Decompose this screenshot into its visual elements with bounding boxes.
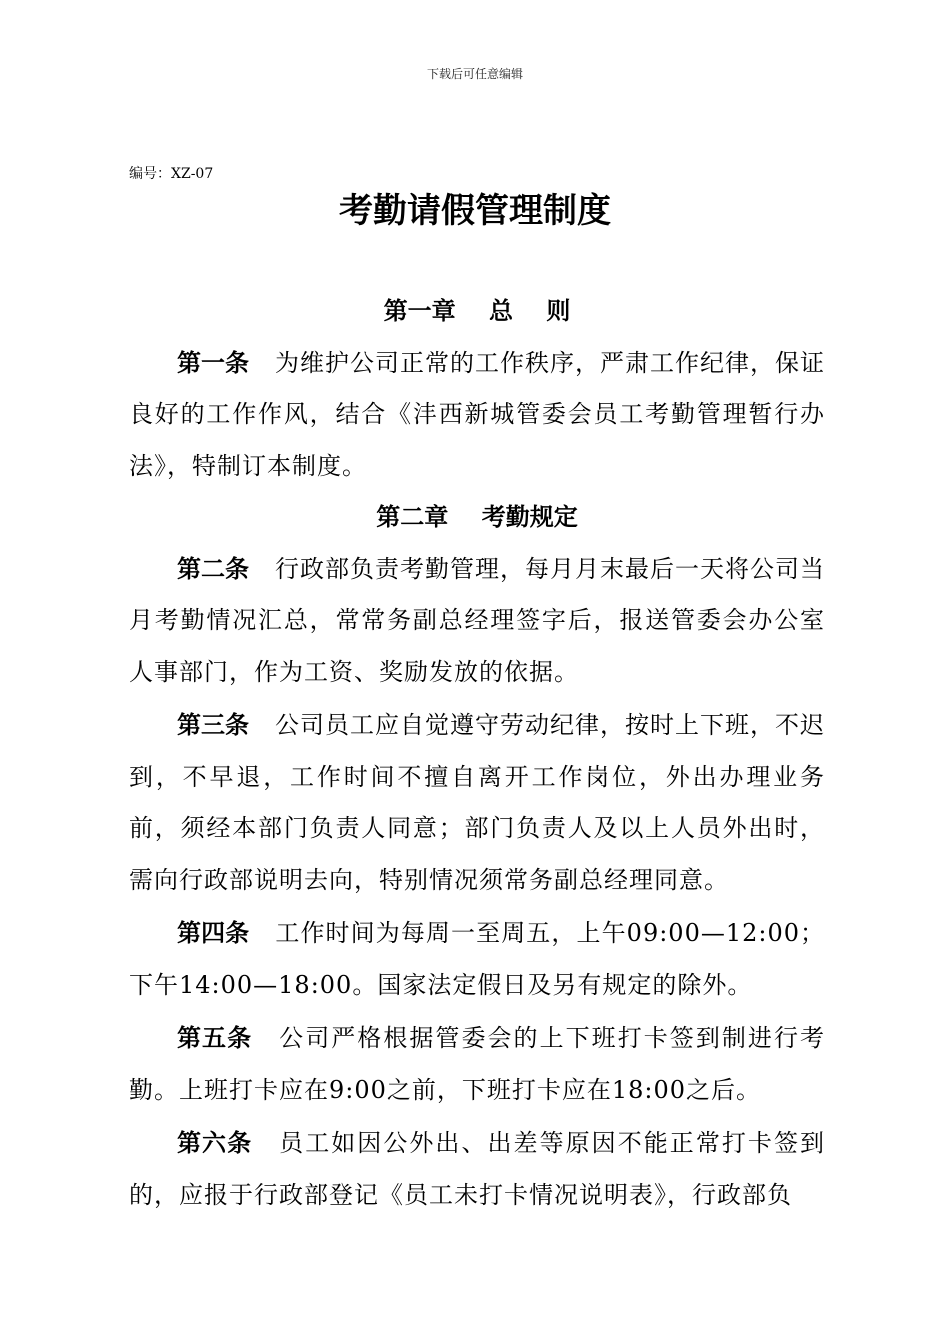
- article-1: [129, 338, 825, 493]
- article-label: 第一条: [177, 348, 249, 377]
- article-label: 第三条: [177, 711, 249, 739]
- article-label: 第六条: [177, 1129, 253, 1157]
- chapter-heading-2: 第二章 考勤规定: [376, 503, 578, 531]
- article-3: [129, 700, 825, 906]
- document-body: [129, 286, 825, 1221]
- article-6: [129, 1118, 825, 1221]
- article-text: 为维护公司正常的工作秩序，严肃工作纪律，保证良好的工作作风，结合《沣西新城管委会员工考勤管理暂行办法》，特制订本制度。: [129, 348, 825, 480]
- document-title: 考勤请假管理制度: [339, 191, 611, 231]
- document-number: 编号：XZ-07: [129, 166, 214, 182]
- header-note: 下载后可任意编辑: [426, 67, 523, 81]
- article-2: [129, 544, 825, 699]
- article-text: 员工如因公外出、出差等原因不能正常打卡签到的，应报于行政部登记《员工未打卡情况说明表》，行政部负: [129, 1129, 825, 1209]
- chapter-heading-1: 第一章 总 则: [383, 297, 571, 325]
- article-label: 第二条: [177, 554, 249, 583]
- article-label: 第五条: [177, 1024, 253, 1052]
- article-label: 第四条: [177, 919, 250, 947]
- article-text: 公司严格根据管委会的上下班打卡签到制进行考勤。上班打卡应在9:00之前，下班打卡应在18:00之后。: [129, 1024, 825, 1104]
- article-text: 行政部负责考勤管理，每月月末最后一天将公司当月考勤情况汇总，常常务副总经理签字后，报送管委会办公室人事部门，作为工资、奖励发放的依据。: [129, 554, 825, 686]
- article-text: 公司员工应自觉遵守劳动纪律，按时上下班，不迟到，不早退，工作时间不擅自离开工作岗位，外出办理业务前，须经本部门负责人同意；部门负责人及以上人员外出时，需向行政部说明去向，特别情况须常务副总经理同意。: [129, 711, 825, 894]
- article-text: 工作时间为每周一至周五，上午09:00—12:00；下午14:00—18:00。国家法定假日及另有规定的除外。: [129, 919, 826, 999]
- article-5: [129, 1013, 825, 1116]
- article-4: [129, 908, 825, 1011]
